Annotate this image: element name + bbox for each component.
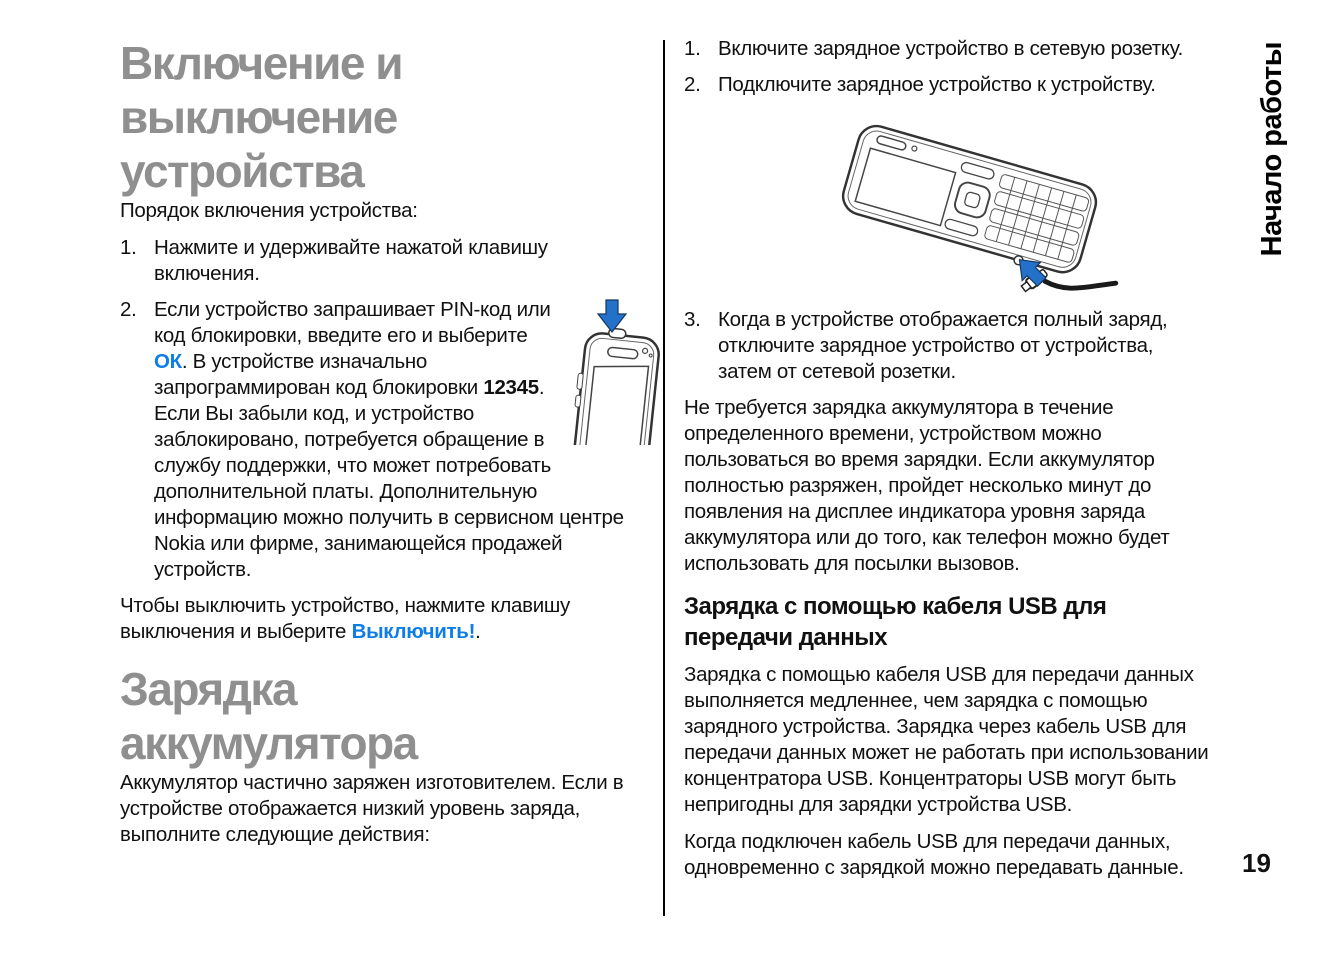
charging-illustration xyxy=(822,102,1122,294)
list-number: 1. xyxy=(120,236,137,259)
down-arrow-icon xyxy=(598,300,626,332)
text-run: . Если Вы забыли код, и устройство заблокировано, потребуется обращение в службу поддержки, что может потребовать дополнительной платы. Дополнительную информацию можно получить в сервисном центре Nokia или фирме, занимающейся продажей устройств. xyxy=(154,376,624,581)
right-column xyxy=(684,36,1212,892)
list-number: 3. xyxy=(684,308,701,331)
section-tab-text: Начало работы xyxy=(1256,42,1288,257)
option-switch-off: Выключить! xyxy=(351,620,476,643)
text-run: Чтобы выключить устройство, нажмите клавишу выключения и выберите xyxy=(120,594,570,643)
list-item-text: Когда в устройстве отображается полный заряд, отключите зарядное устройство от устройства, затем от сетевой розетки. xyxy=(718,308,1168,383)
heading-line: Зарядка xyxy=(120,663,297,715)
list-item xyxy=(120,235,644,287)
list-item-text: Нажмите и удерживайте нажатой клавишу включения. xyxy=(154,236,548,285)
heading-line: Включение и xyxy=(120,37,403,89)
power-off-paragraph xyxy=(120,593,644,645)
column-divider xyxy=(663,40,665,916)
power-key-illustration xyxy=(568,299,664,445)
list-number: 1. xyxy=(684,37,701,60)
list-item xyxy=(684,307,1212,385)
section-tab-label xyxy=(1256,42,1289,294)
usb-charging-paragraph: Зарядка с помощью кабеля USB для передачи данных выполняется медленнее, чем зарядка с помощью зарядного устройства. Зарядка через кабель USB для передачи данных может не работать при использовании концентратора USB. Концентраторы USB могут быть непригодны для зарядки устройства USB. xyxy=(684,663,1209,816)
charging-note-paragraph: Не требуется зарядка аккумулятора в течение определенного времени, устройством можно пользоваться во время зарядки. Если аккумулятор полностью разряжен, пройдет несколько минут до появления на дисплее индикатора уровня заряда аккумулятора или до того, как телефон можно будет использовать для посылки вызовов. xyxy=(684,396,1170,575)
heading-line: аккумулятора xyxy=(120,717,417,769)
list-number: 2. xyxy=(120,298,137,321)
usb-charging-subheading: Зарядка с помощью кабеля USB для передачи данных xyxy=(684,593,1107,651)
power-on-intro: Порядок включения устройства: xyxy=(120,199,418,222)
section-heading-charging xyxy=(120,662,644,770)
heading-line: устройства xyxy=(120,145,364,197)
list-number: 2. xyxy=(684,73,701,96)
usb-data-paragraph: Когда подключен кабель USB для передачи данных, одновременно с зарядкой можно передавать данные. xyxy=(684,830,1184,879)
list-item-text: Включите зарядное устройство в сетевую розетку. xyxy=(718,37,1184,60)
list-item xyxy=(120,297,644,583)
text-run: Если устройство запрашивает PIN-код или код блокировки, введите его и выберите xyxy=(154,298,551,347)
text-run: . xyxy=(475,620,481,643)
charger-cable xyxy=(1045,281,1116,288)
lock-code: 12345 xyxy=(483,376,539,399)
section-heading-power xyxy=(120,36,644,198)
charging-intro: Аккумулятор частично заряжен изготовителем. Если в устройстве отображается низкий уровень заряда, выполните следующие действия: xyxy=(120,771,624,846)
heading-line: выключение xyxy=(120,91,397,143)
left-column xyxy=(120,36,644,859)
option-ok: ОК xyxy=(154,350,182,373)
page-number: 19 xyxy=(1242,848,1271,878)
text-run: . В устройстве изначально запрограммирован код блокировки xyxy=(154,350,484,399)
list-item xyxy=(684,36,1212,62)
list-item-text: Подключите зарядное устройство к устройству. xyxy=(718,73,1156,96)
list-item xyxy=(684,72,1212,98)
list-item-text xyxy=(154,297,644,583)
